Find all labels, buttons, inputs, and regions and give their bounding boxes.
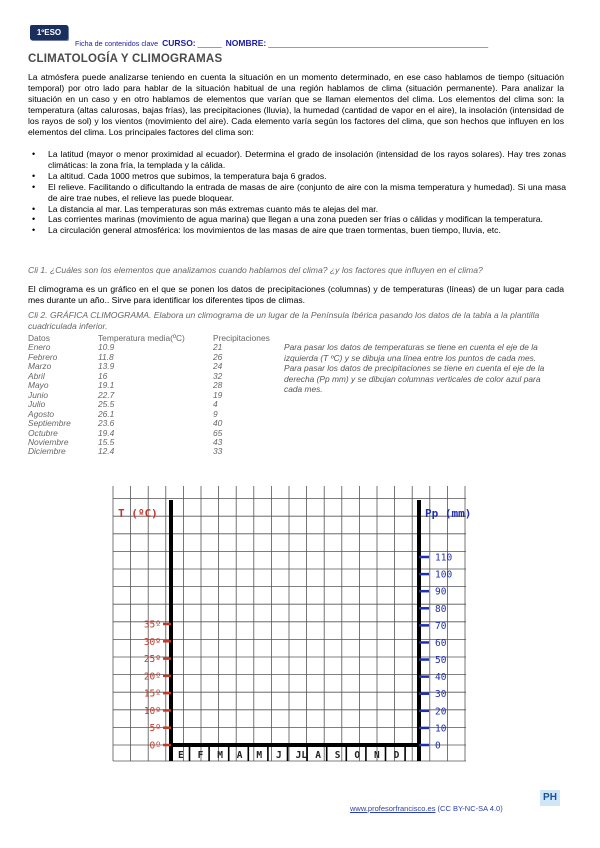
table-cell: 24 <box>213 361 223 372</box>
temperature-tick-label: 30º <box>143 636 161 648</box>
precipitation-tick-label: 30 <box>435 689 447 701</box>
question-1: Cli 1. ¿Cuáles son los elementos que analizamos cuando hablamos del clima? ¿y los factores que influyen en el clima? <box>28 265 483 275</box>
table-cell: 40 <box>213 418 223 429</box>
table-cell: 4 <box>213 399 218 410</box>
sheet-label: Ficha de contenidos clave <box>75 39 159 48</box>
table-cell: 28 <box>213 380 223 391</box>
table-cell: 23.6 <box>98 418 115 429</box>
list-item: • Las corrientes marinas (movimiento de agua marina) que llegan a una zona pueden ser frías o cálidas y modifican la temperatura. <box>28 214 566 225</box>
precipitation-tick-label: 100 <box>435 569 453 581</box>
temperature-tick-label: 35º <box>143 619 161 631</box>
name-blank[interactable]: _______________________________________________________ <box>268 39 489 48</box>
precipitation-tick-label: 70 <box>435 620 447 632</box>
table-cell: 25.5 <box>98 399 115 410</box>
table-cell: 19 <box>213 389 223 400</box>
precipitation-tick-label: 80 <box>435 603 447 615</box>
footer <box>350 804 503 813</box>
table-cell: Enero <box>28 342 51 353</box>
temperature-tick-label: 15º <box>143 688 161 700</box>
month-label: A <box>236 750 243 761</box>
month-label: E <box>178 750 184 761</box>
table-cell: Febrero <box>28 351 58 362</box>
table-cell: 26 <box>213 351 223 362</box>
table-cell: 12.4 <box>98 446 115 457</box>
intro-paragraph: La atmósfera puede analizarse teniendo en cuenta la situación en un momento determinado, en ese caso hablamos de tiempo (situación temporal) por otro lado para hablar de la situación habitual de una región hablamos de clima (situación permanente). Para analizar la situación en un caso y en otro hablamos de elementos que varían que se llaman elementos del clima. Los elementos del clima son: la temperatura (altas calurosas, bajas frías), las precipitaciones (lluvia), la humedad (cantidad de vapor en el aire), la insolación (intensidad de los rayos de sol) y los vientos (movimiento del aire). Cada elemento varía según los factores del clima, que son hechos que influyen en los elementos del clima. Los principales factores del clima son: <box>28 72 564 137</box>
precipitation-tick-label: 60 <box>435 637 447 649</box>
instructions-note: Para pasar los datos de temperaturas se tiene en cuenta el eje de la izquierda (T ºC) y se dibuja una línea entre los puntos de cada mes. Para pasar los datos de precipitaciones se tiene en cuenta el eje de la derecha (Pp mm) y se dibujan columnas verticales de color azul para cada mes. <box>284 342 545 395</box>
precipitation-tick-label: 20 <box>435 706 447 718</box>
table-cell: 43 <box>213 436 223 447</box>
table-cell: Diciembre <box>28 446 66 457</box>
table-cell: 19.4 <box>98 427 115 438</box>
table-cell: 65 <box>213 427 223 438</box>
course-blank[interactable]: ______ <box>197 39 222 48</box>
table-cell: Julio <box>28 399 46 410</box>
list-item: • La distancia al mar. Las temperaturas son más extremas cuanto más te alejas del mar. <box>28 204 566 215</box>
month-label: F <box>197 750 204 761</box>
list-item: • La altitud. Cada 1000 metros que subimos, la temperatura baja 6 grados. <box>28 171 566 182</box>
precipitation-tick-label: 10 <box>435 723 447 735</box>
temperature-tick-label: 20º <box>143 671 161 683</box>
precipitation-tick-label: 40 <box>435 672 447 684</box>
precipitation-tick-label: 50 <box>435 655 447 667</box>
table-cell: 10.9 <box>98 342 115 353</box>
table-cell: 32 <box>213 370 223 381</box>
list-item: • La latitud (mayor o menor proximidad al ecuador). Determina el grado de insolación (intensidad de los rayos solares). Hay tres zonas climáticas: la zona fría, la templada y la cálida. <box>28 149 566 171</box>
table-cell: 22.7 <box>98 389 115 400</box>
table-cell: Septiembre <box>28 418 71 429</box>
month-label: D <box>393 750 400 761</box>
temperature-tick-label: 5º <box>149 723 161 735</box>
table-cell: Marzo <box>28 361 52 372</box>
climogram-definition: El climograma es un gráfico en el que se ponen los datos de precipitaciones (columnas) y de temperaturas (líneas) de un lugar para cada mes durante un año.. Sirve para identificar los diferentes tipos de climas. <box>28 284 564 305</box>
month-label: A <box>315 750 321 761</box>
month-label: O <box>354 750 361 761</box>
month-label: S <box>334 750 341 761</box>
precipitation-axis-label: Pp (mm) <box>425 507 472 520</box>
table-cell: 33 <box>213 446 223 457</box>
table-cell: 19.1 <box>98 380 115 391</box>
month-label: J <box>276 750 282 761</box>
table-cell: Noviembre <box>28 436 69 447</box>
precipitation-tick-label: 0 <box>435 740 441 752</box>
table-header: Datos <box>28 333 50 343</box>
temperature-tick-label: 10º <box>143 705 161 717</box>
table-cell: 11.8 <box>98 351 114 362</box>
temperature-tick-label: 0º <box>149 740 161 752</box>
table-cell: Octubre <box>28 427 58 438</box>
ph-logo: PH <box>540 790 560 806</box>
footer-link[interactable]: www.profesorfrancisco.es <box>350 804 436 813</box>
table-cell: Abril <box>28 370 45 381</box>
precipitation-tick-label: 110 <box>435 552 453 564</box>
table-cell: Mayo <box>28 380 49 391</box>
table-header: Temperatura media(ºC) <box>98 333 185 343</box>
table-header: Precipitaciones <box>213 333 270 343</box>
list-item: • El relieve. Facilitando o dificultando la entrada de masas de aire (conjunto de aire con la misma temperatura y humedad). Si una masa de aire trae nubes, el relieve las puede bloquear. <box>28 182 566 204</box>
table-cell: 13.9 <box>98 361 115 372</box>
table-cell: 15.5 <box>98 436 115 447</box>
table-cell: 16 <box>98 370 108 381</box>
page-title: CLIMATOLOGÍA Y CLIMOGRAMAS <box>28 53 223 65</box>
question-2: Cli 2. GRÁFICA CLIMOGRAMA. Elabora un climograma de un lugar de la Península Ibérica pasando los datos de la tabla a la plantilla cuadriculada inferior. <box>28 310 540 331</box>
temperature-tick-label: 25º <box>143 654 161 666</box>
month-label: JL <box>295 750 308 761</box>
precipitation-tick-label: 90 <box>435 586 447 598</box>
name-label: NOMBRE: <box>225 38 267 48</box>
month-label: N <box>374 750 380 761</box>
table-cell: Junio <box>28 389 49 400</box>
table-cell: Agosto <box>28 408 55 419</box>
month-label: M <box>256 750 263 761</box>
list-item: • La circulación general atmosférica: los movimientos de las masas de aire que traen tormentas, buen tiempo, lluvia, etc. <box>28 225 566 236</box>
footer-license: (CC BY-NC-SA 4.0) <box>437 804 503 813</box>
table-cell: 21 <box>213 342 223 353</box>
level-badge: 1ºESO <box>30 25 68 40</box>
month-label: M <box>217 750 223 761</box>
temperature-axis-label: T (ºC) <box>118 507 158 520</box>
course-label: CURSO: <box>162 38 196 48</box>
table-cell: 9 <box>213 408 218 419</box>
table-cell: 26.1 <box>98 408 115 419</box>
